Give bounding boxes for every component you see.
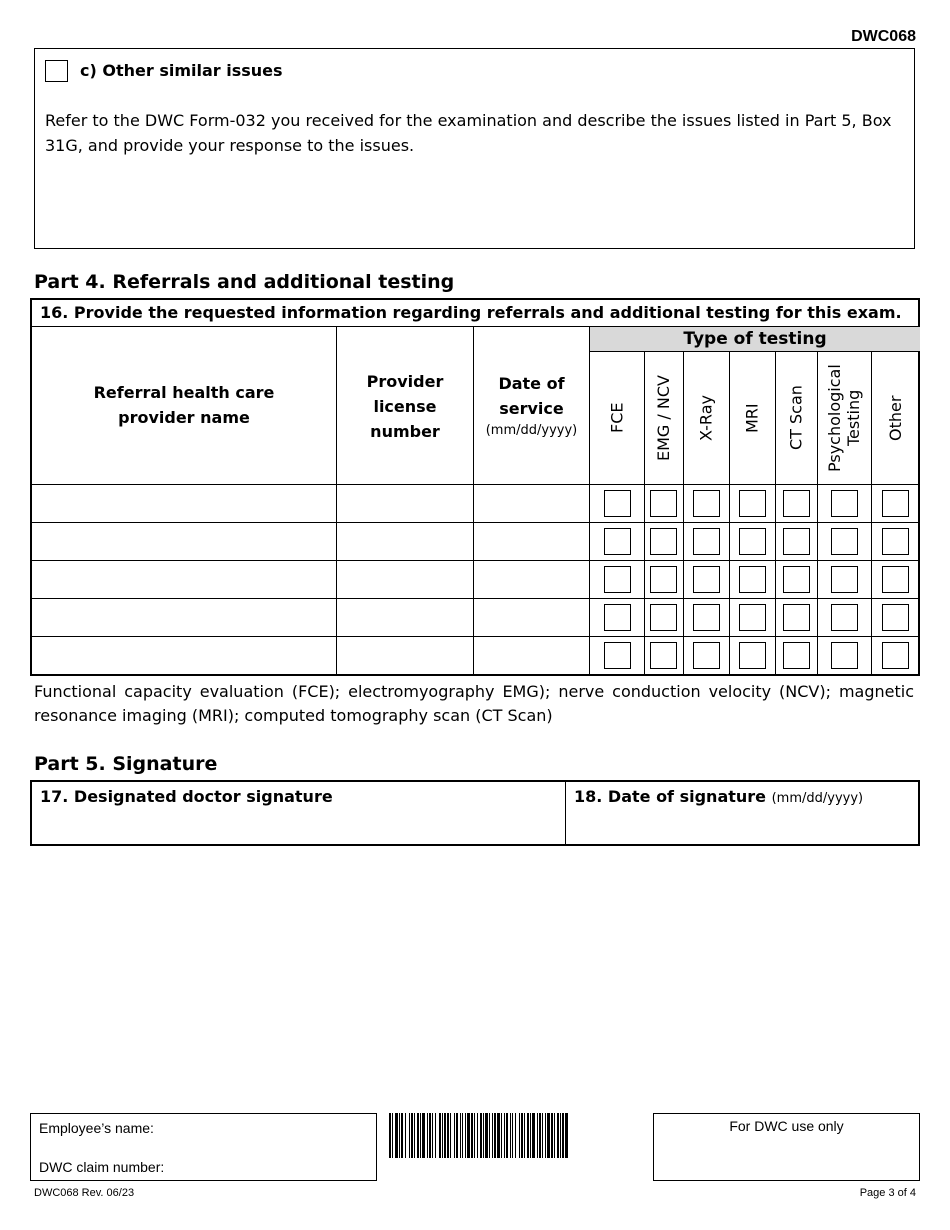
page-number: Page 3 of 4 xyxy=(859,1187,916,1199)
date-of-signature-label xyxy=(574,787,863,806)
testing-checkbox[interactable] xyxy=(882,566,909,593)
testing-checkbox[interactable] xyxy=(650,528,677,555)
referral-provider-field[interactable] xyxy=(32,599,336,636)
claim-number-label: DWC claim number: xyxy=(39,1159,165,1175)
col-divider xyxy=(775,352,776,674)
date-of-signature-text: 18. Date of signature xyxy=(574,787,767,806)
type-of-testing-header: Type of testing xyxy=(590,327,920,352)
testing-checkbox[interactable] xyxy=(693,642,720,669)
col-date-format: (mm/dd/yyyy) xyxy=(485,423,578,438)
testing-checkbox[interactable] xyxy=(831,566,858,593)
testing-checkbox[interactable] xyxy=(739,604,766,631)
testing-checkbox[interactable] xyxy=(693,490,720,517)
part4-title: Part 4. Referrals and additional testing xyxy=(34,271,455,293)
testing-checkbox[interactable] xyxy=(783,528,810,555)
referral-date-field[interactable] xyxy=(474,561,589,598)
testing-type-header: EMG / NCV xyxy=(654,375,673,461)
referral-license-field[interactable] xyxy=(337,485,473,522)
col-provider-license xyxy=(337,369,473,444)
form-revision: DWC068 Rev. 06/23 xyxy=(34,1187,135,1199)
col-divider xyxy=(729,352,730,674)
testing-checkbox[interactable] xyxy=(650,490,677,517)
testing-checkbox[interactable] xyxy=(604,642,631,669)
section-c-box[interactable] xyxy=(34,48,915,249)
barcode xyxy=(387,1113,640,1158)
testing-checkbox[interactable] xyxy=(693,566,720,593)
col-divider xyxy=(683,352,684,674)
testing-checkbox[interactable] xyxy=(783,490,810,517)
referral-date-field[interactable] xyxy=(474,485,589,522)
testing-checkbox[interactable] xyxy=(882,604,909,631)
testing-type-header: Psychological Testing xyxy=(825,364,863,472)
testing-type-header: FCE xyxy=(607,402,627,434)
form-code: DWC068 xyxy=(851,28,916,45)
referral-license-field[interactable] xyxy=(337,523,473,560)
testing-checkbox[interactable] xyxy=(739,566,766,593)
col-date-label: Date of service xyxy=(498,374,565,418)
testing-checkbox[interactable] xyxy=(831,604,858,631)
testing-checkbox[interactable] xyxy=(604,566,631,593)
referral-license-field[interactable] xyxy=(337,561,473,598)
testing-checkbox[interactable] xyxy=(739,642,766,669)
dwc-use-only-box: For DWC use only xyxy=(653,1113,920,1181)
testing-checkbox[interactable] xyxy=(650,604,677,631)
testing-type-header: CT Scan xyxy=(786,385,806,451)
testing-checkbox[interactable] xyxy=(693,604,720,631)
testing-checkbox[interactable] xyxy=(650,642,677,669)
col-provider-name xyxy=(32,380,336,430)
section-c-description: Refer to the DWC Form-032 you received for the examination and describe the issues listed in Part 5, Box 31G, and provide your response to the issues. xyxy=(45,111,892,155)
testing-checkbox[interactable] xyxy=(693,528,720,555)
signature-table xyxy=(30,780,920,846)
testing-checkbox[interactable] xyxy=(604,490,631,517)
employee-name-label: Employee’s name: xyxy=(39,1120,154,1136)
testing-checkbox[interactable] xyxy=(604,604,631,631)
testing-checkbox[interactable] xyxy=(831,490,858,517)
testing-checkbox[interactable] xyxy=(882,490,909,517)
col-divider xyxy=(871,352,872,674)
referral-provider-field[interactable] xyxy=(32,637,336,674)
col-divider xyxy=(644,352,645,674)
testing-checkbox[interactable] xyxy=(783,604,810,631)
section-c-title: c) Other similar issues xyxy=(80,61,283,80)
section-c-checkbox[interactable] xyxy=(45,60,68,82)
testing-checkbox[interactable] xyxy=(882,642,909,669)
date-of-signature-format: (mm/dd/yyyy) xyxy=(771,791,864,806)
referral-date-field[interactable] xyxy=(474,523,589,560)
col-divider xyxy=(817,352,818,674)
testing-type-header: MRI xyxy=(742,403,762,433)
testing-type-header: Other xyxy=(886,395,905,441)
col-date-of-service xyxy=(474,371,589,441)
testing-checkbox[interactable] xyxy=(739,528,766,555)
referral-provider-field[interactable] xyxy=(32,485,336,522)
testing-abbreviations-note: Functional capacity evaluation (FCE); electromyography EMG); nerve conduction velocity (NCV); magnetic resonance imaging (MRI); computed tomography scan (CT Scan) xyxy=(34,682,914,725)
testing-checkbox[interactable] xyxy=(739,490,766,517)
testing-checkbox[interactable] xyxy=(650,566,677,593)
referral-license-field[interactable] xyxy=(337,599,473,636)
col-divider xyxy=(589,327,590,674)
referral-provider-field[interactable] xyxy=(32,523,336,560)
referral-date-field[interactable] xyxy=(474,599,589,636)
signature-divider xyxy=(565,782,566,844)
testing-checkbox[interactable] xyxy=(783,642,810,669)
designated-doctor-signature-label: 17. Designated doctor signature xyxy=(40,787,333,806)
testing-checkbox[interactable] xyxy=(831,528,858,555)
testing-checkbox[interactable] xyxy=(783,566,810,593)
testing-checkbox[interactable] xyxy=(882,528,909,555)
testing-checkbox[interactable] xyxy=(604,528,631,555)
employee-info-box xyxy=(30,1113,377,1181)
referral-date-field[interactable] xyxy=(474,637,589,674)
testing-checkbox[interactable] xyxy=(831,642,858,669)
question-16: 16. Provide the requested information regarding referrals and additional testing for this exam. xyxy=(32,300,918,327)
referral-provider-field[interactable] xyxy=(32,561,336,598)
part5-title: Part 5. Signature xyxy=(34,753,218,775)
referral-license-field[interactable] xyxy=(337,637,473,674)
referrals-table xyxy=(30,298,920,676)
testing-type-header: X-Ray xyxy=(696,395,716,441)
col-provider-name-label: Referral health care provider name xyxy=(93,383,275,427)
col-provider-license-label: Provider license number xyxy=(366,372,444,441)
